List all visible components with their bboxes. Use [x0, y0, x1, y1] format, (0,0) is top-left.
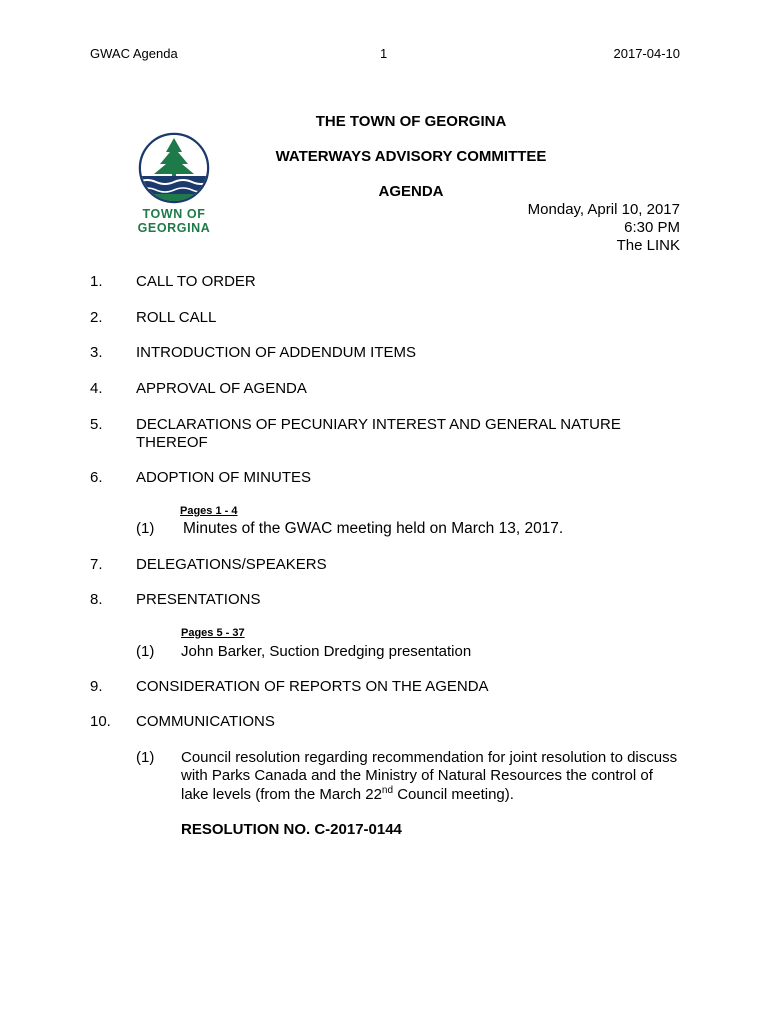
- logo-line2: GEORGINA: [137, 221, 211, 235]
- pages-reference: Pages 1 - 4: [180, 505, 238, 517]
- header-left: GWAC Agenda: [90, 46, 178, 61]
- item-number: 4.: [90, 380, 103, 397]
- meeting-location: The LINK: [616, 237, 680, 254]
- subitem-text-line2: with Parks Canada and the Ministry of Natural Resources the control of: [181, 767, 653, 784]
- item-number: 10.: [90, 713, 111, 730]
- agenda-title: AGENDA: [378, 183, 444, 200]
- agenda-item: INTRODUCTION OF ADDENDUM ITEMS: [136, 344, 416, 361]
- subitem-text-line3: [181, 785, 514, 803]
- subitem-text: John Barker, Suction Dredging presentation: [181, 643, 472, 660]
- agenda-item: CONSIDERATION OF REPORTS ON THE AGENDA: [136, 678, 489, 695]
- agenda-item: ROLL CALL: [136, 309, 217, 326]
- committee-title: WATERWAYS ADVISORY COMMITTEE: [275, 148, 547, 165]
- meeting-date: Monday, April 10, 2017: [527, 201, 680, 218]
- page-number: 1: [380, 46, 388, 61]
- logo-line1: TOWN OF: [142, 207, 206, 221]
- subitem-text-line3-start: lake levels (from the March 22: [181, 786, 382, 803]
- agenda-item: APPROVAL OF AGENDA: [136, 380, 307, 397]
- meeting-time: 6:30 PM: [624, 219, 680, 236]
- item-number: 7.: [90, 556, 103, 573]
- pages-reference: Pages 5 - 37: [181, 627, 245, 639]
- header-date: 2017-04-10: [613, 46, 680, 61]
- agenda-item: PRESENTATIONS: [136, 591, 261, 608]
- subitem-text: Minutes of the GWAC meeting held on March 13, 2017.: [183, 520, 564, 537]
- town-title: THE TOWN OF GEORGINA: [315, 113, 507, 130]
- agenda-item: DELEGATIONS/SPEAKERS: [136, 556, 327, 573]
- ordinal-suffix: nd: [381, 785, 394, 796]
- subitem-number: (1): [136, 749, 155, 766]
- subitem-number: (1): [136, 643, 155, 660]
- item-number: 3.: [90, 344, 103, 361]
- item-number: 8.: [90, 591, 103, 608]
- resolution-number: RESOLUTION NO. C-2017-0144: [181, 821, 402, 838]
- agenda-item-continued: THEREOF: [136, 434, 208, 451]
- agenda-item: DECLARATIONS OF PECUNIARY INTEREST AND GENERAL NATURE: [136, 416, 621, 433]
- item-number: 5.: [90, 416, 103, 433]
- subitem-number: (1): [136, 520, 155, 537]
- agenda-item: COMMUNICATIONS: [136, 713, 275, 730]
- subitem-text-line1: Council resolution regarding recommendation for joint resolution to discuss: [181, 749, 678, 766]
- subitem-text-line3-end: Council meeting).: [393, 786, 514, 803]
- item-number: 2.: [90, 309, 103, 326]
- agenda-item: ADOPTION OF MINUTES: [136, 469, 312, 486]
- item-number: 9.: [90, 678, 103, 695]
- agenda-item: CALL TO ORDER: [136, 273, 256, 290]
- item-number: 6.: [90, 469, 103, 486]
- item-number: 1.: [90, 273, 103, 290]
